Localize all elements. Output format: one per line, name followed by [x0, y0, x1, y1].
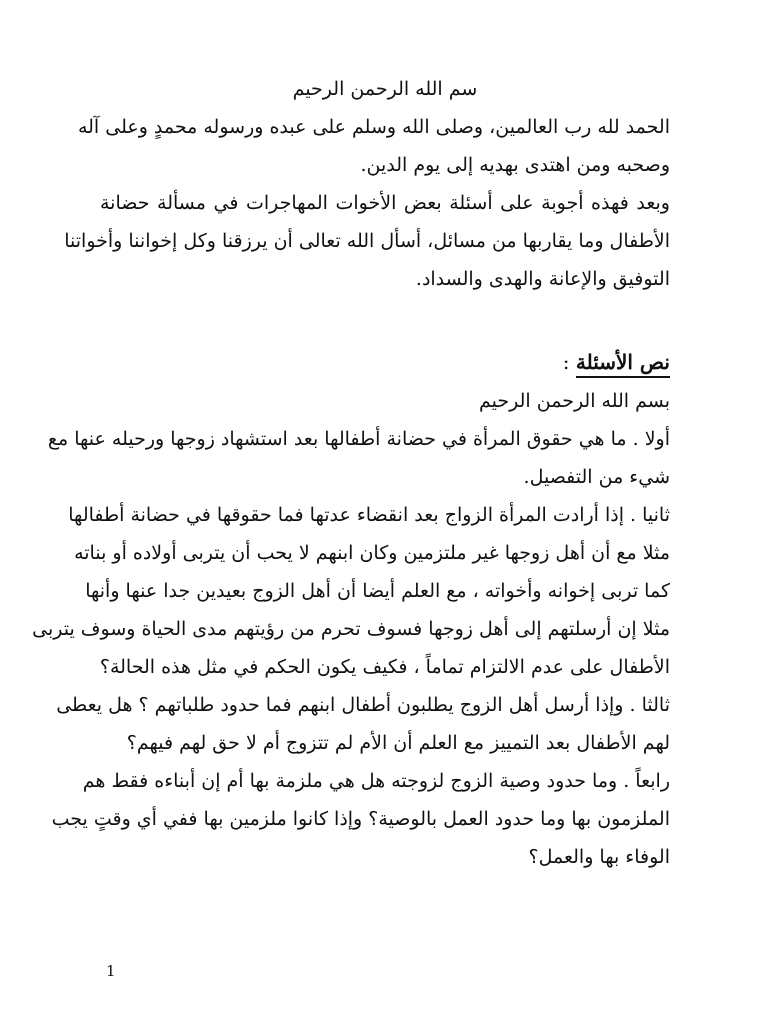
intro-line-1: الحمد لله رب العالمين، وصلى الله وسلم على عبده ورسوله محمدٍ وعلى آله — [77, 116, 670, 138]
question-line-9: لهم الأطفال بعد التمييز مع العلم أن الأم لم تتزوج أم لا حق لهم فيهم؟ — [126, 732, 670, 754]
page-number: 1 — [106, 962, 116, 980]
questions-heading-row — [100, 342, 670, 382]
question-line-4: مثلا مع أن أهل زوجها غير ملتزمين وكان ابنهم لا يحب أن يتربى أولاده أو بناته — [74, 542, 670, 564]
question-line-8: ثالثا . وإذا أرسل أهل الزوج يطلبون أطفال ابنهم فما حدود طلباتهم ؟ هل يعطى — [56, 694, 670, 716]
question-line-10: رابعاً . وما حدود وصية الزوج لزوجته هل هي ملزمة بها أم إن أبناءه فقط هم — [82, 770, 670, 792]
questions-heading-colon: : — [562, 350, 570, 374]
question-line-1: أولا . ما هي حقوق المرأة في حضانة أطفالها بعد استشهاد زوجها ورحيله عنها مع — [47, 428, 670, 450]
intro-line-3: وبعد فهذه أجوبة على أسئلة بعض الأخوات المهاجرات في مسألة حضانة — [100, 192, 670, 214]
basmala-questions: بسم الله الرحمن الرحيم — [479, 390, 670, 412]
question-line-12: الوفاء بها والعمل؟ — [528, 846, 670, 868]
intro-line-5: التوفيق والإعانة والهدى والسداد. — [415, 268, 670, 290]
question-line-3: ثانيا . إذا أرادت المرأة الزواج بعد انقضاء عدتها فما حقوقها في حضانة أطفالها — [68, 504, 670, 526]
question-line-11: الملزمون بها وما حدود العمل بالوصية؟ وإذا كانوا ملزمين بها ففي أي وقتٍ يجب — [51, 808, 670, 830]
question-line-2: شيء من التفصيل. — [523, 466, 670, 488]
intro-line-2: وصحبه ومن اهتدى بهديه إلى يوم الدين. — [360, 154, 670, 176]
questions-heading: نص الأسئلة — [576, 350, 670, 378]
document-page — [32, 70, 670, 876]
intro-line-4: الأطفال وما يقاربها من مسائل، أسأل الله تعالى أن يرزقنا وكل إخواننا وأخواتنا — [64, 230, 670, 252]
question-line-6: مثلا إن أرسلتهم إلى أهل زوجها فسوف تحرم من رؤيتهم مدى الحياة وسوف يتربى — [32, 618, 670, 640]
question-line-7: الأطفال على عدم الالتزام تماماً ، فكيف يكون الحكم في مثل هذه الحالة؟ — [99, 656, 670, 678]
paragraph-gap — [100, 298, 670, 342]
question-line-5: كما تربى إخوانه وأخواته ، مع العلم أيضا أن أهل الزوج بعيدين جدا عنها وأنها — [85, 580, 670, 602]
basmala-title: سم الله الرحمن الرحيم — [292, 78, 478, 100]
